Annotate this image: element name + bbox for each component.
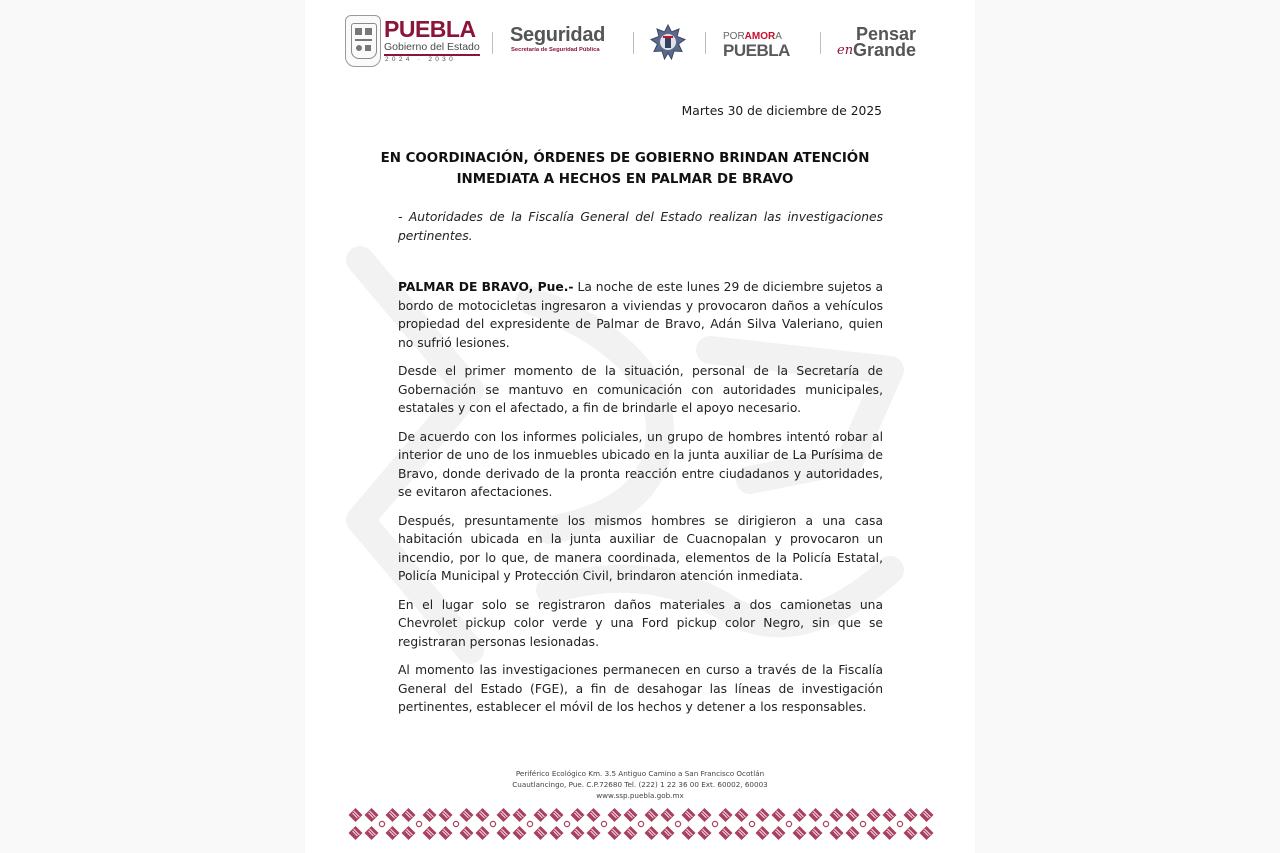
paragraph: Desde el primer momento de la situación, personal de la Secretaría de Gobernación se mantuvo en comunicación con autoridades municipales, estatales y con el afectado, a fin de brindarle el apoyo necesario.: [398, 364, 883, 415]
decorative-border-pattern: [345, 805, 937, 843]
ring-shape: [749, 821, 754, 826]
letterhead: [305, 0, 975, 80]
document-date: Martes 30 de diciembre de 2025: [681, 104, 882, 118]
ring-shape: [416, 821, 421, 826]
diamond-shape: [809, 826, 823, 840]
ring-shape: [527, 821, 532, 826]
diamond-shape: [772, 826, 786, 840]
diamond-shape: [571, 808, 585, 822]
ring-shape: [712, 821, 717, 826]
diamond-shape: [423, 808, 437, 822]
address-line-2: Cuautlancingo, Pue. C.P.72680 Tel. (222) 1 22 36 00 Ext. 60002, 60003: [512, 780, 768, 789]
border-motif-icon: [460, 808, 490, 840]
diamond-shape: [719, 826, 733, 840]
diamond-shape: [830, 808, 844, 822]
diamond-shape: [846, 826, 860, 840]
ring-shape: [638, 821, 643, 826]
diamond-shape: [402, 826, 416, 840]
address-line-1: Periférico Ecológico Km. 3.5 Antiguo Camino a San Francisco Ocotlán: [515, 769, 765, 778]
state-coat-of-arms-icon: [345, 15, 381, 67]
diamond-shape: [883, 826, 897, 840]
por-amor-suffix: A: [775, 31, 782, 42]
diamond-shape: [661, 808, 675, 822]
pensar-logo-script: en: [837, 43, 854, 58]
diamond-shape: [719, 808, 733, 822]
diamond-shape: [867, 826, 881, 840]
diamond-shape: [365, 808, 379, 822]
por-amor-logo-main: PUEBLA: [723, 41, 790, 60]
diamond-shape: [904, 826, 918, 840]
ring-shape: [897, 821, 902, 826]
document-body: [398, 278, 883, 727]
paragraph: De acuerdo con los informes policiales, un grupo de hombres intentó robar al interior de uno de los inmuebles ubicado en la junta auxiliar de La Purísima de Bravo, donde derivado de la pronta reacción entre ciudadanos y autoridades, se evitaron afectaciones.: [398, 429, 883, 499]
diamond-shape: [793, 826, 807, 840]
border-motif-icon: [497, 808, 527, 840]
diamond-shape: [920, 826, 934, 840]
border-motif-icon: [867, 808, 897, 840]
paragraph-text: La noche de este lunes 29 de diciembre sujetos a bordo de motocicletas ingresaron a viviendas y provocaron daños a vehículos propiedad del expresidente de Palmar de Bravo, Adán Silva Valeriano, quien no sufrió lesiones.: [398, 280, 883, 350]
border-motif-icon: [830, 808, 860, 840]
diamond-shape: [661, 826, 675, 840]
logo-divider: [492, 32, 493, 54]
diamond-shape: [550, 808, 564, 822]
border-motif-icon: [608, 808, 638, 840]
diamond-shape: [645, 808, 659, 822]
diamond-shape: [883, 808, 897, 822]
diamond-shape: [571, 826, 585, 840]
diamond-shape: [867, 808, 881, 822]
diamond-shape: [534, 808, 548, 822]
ring-shape: [823, 821, 828, 826]
diamond-shape: [682, 808, 696, 822]
logo-divider: [705, 32, 706, 54]
puebla-logo-subtitle: Gobierno del Estado: [384, 41, 480, 56]
diamond-shape: [349, 826, 363, 840]
seguridad-logo-title: Seguridad: [510, 24, 606, 46]
border-motif-icon: [904, 808, 934, 840]
paragraph: En el lugar solo se registraron daños materiales a dos camionetas una Chevrolet pickup color verde y una Ford pickup color Negro, sin que se registraran personas lesionadas.: [398, 597, 883, 649]
diamond-shape: [608, 808, 622, 822]
paragraph: Al momento las investigaciones permanecen en curso a través de la Fiscalía General del Estado (FGE), a fin de desahogar las líneas de investigación pertinentes, establecer el móvil de los hechos y detener a los responsables.: [398, 663, 883, 714]
diamond-shape: [846, 808, 860, 822]
diamond-shape: [365, 826, 379, 840]
footer-website: www.ssp.puebla.gob.mx: [596, 791, 684, 800]
border-motif-icon: [756, 808, 786, 840]
por-amor-prefix: POR: [723, 31, 745, 42]
diamond-shape: [497, 826, 511, 840]
paragraph: Después, presuntamente los mismos hombres se dirigieron a una casa habitación ubicada en la junta auxiliar de Cuacnopalan y provocaron un incendio, por lo que, de manera coordinada, elementos de la Policía Estatal, Policía Municipal y Protección Civil, brindaron atención inmediata.: [398, 513, 883, 583]
diamond-shape: [497, 808, 511, 822]
border-motif-icon: [534, 808, 564, 840]
diamond-shape: [439, 808, 453, 822]
diamond-shape: [608, 826, 622, 840]
diamond-shape: [423, 826, 437, 840]
diamond-shape: [772, 808, 786, 822]
logo-divider: [820, 32, 821, 54]
border-motif-icon: [793, 808, 823, 840]
ring-shape: [675, 821, 680, 826]
diamond-shape: [920, 808, 934, 822]
diamond-shape: [460, 808, 474, 822]
diamond-shape: [587, 826, 601, 840]
diamond-shape: [386, 808, 400, 822]
por-amor-highlight: AMOR: [744, 31, 776, 42]
diamond-shape: [809, 808, 823, 822]
police-star-badge-icon: [650, 24, 686, 60]
diamond-shape: [460, 826, 474, 840]
border-motif-icon: [423, 808, 453, 840]
pensar-logo-bottom: Grande: [853, 40, 917, 60]
border-motif-icon: [645, 808, 675, 840]
border-motif-icon: [571, 808, 601, 840]
diamond-shape: [904, 808, 918, 822]
border-motif-icon: [349, 808, 379, 840]
diamond-shape: [645, 826, 659, 840]
diamond-shape: [550, 826, 564, 840]
diamond-shape: [682, 826, 696, 840]
border-motif-icon: [386, 808, 416, 840]
diamond-shape: [756, 808, 770, 822]
diamond-shape: [830, 826, 844, 840]
seguridad-logo-subtitle: Secretaría de Seguridad Pública: [511, 47, 600, 53]
diamond-shape: [476, 808, 490, 822]
ring-shape: [490, 821, 495, 826]
diamond-shape: [534, 826, 548, 840]
diamond-shape: [698, 826, 712, 840]
ring-shape: [453, 821, 458, 826]
border-motif-icon: [719, 808, 749, 840]
diamond-shape: [402, 808, 416, 822]
diamond-shape: [735, 808, 749, 822]
document-title: [365, 148, 885, 190]
ring-shape: [601, 821, 606, 826]
title-line-1: EN COORDINACIÓN, ÓRDENES DE GOBIERNO BRINDAN ATENCIÓN: [380, 151, 870, 166]
ring-shape: [564, 821, 569, 826]
diamond-shape: [587, 808, 601, 822]
diamond-shape: [698, 808, 712, 822]
diamond-shape: [476, 826, 490, 840]
border-motif-icon: [682, 808, 712, 840]
diamond-shape: [513, 808, 527, 822]
diamond-shape: [624, 808, 638, 822]
diamond-shape: [349, 808, 363, 822]
ring-shape: [379, 821, 384, 826]
diamond-shape: [756, 826, 770, 840]
puebla-logo-title: PUEBLA: [384, 16, 476, 42]
ring-shape: [786, 821, 791, 826]
paragraph: [398, 278, 883, 352]
diamond-shape: [386, 826, 400, 840]
diamond-shape: [624, 826, 638, 840]
diamond-shape: [439, 826, 453, 840]
document-page: [305, 0, 975, 853]
footer-address: [305, 768, 975, 801]
ring-shape: [860, 821, 865, 826]
title-line-2: INMEDIATA A HECHOS EN PALMAR DE BRAVO: [456, 172, 794, 187]
logo-divider: [633, 32, 634, 54]
dateline: PALMAR DE BRAVO, Pue.-: [398, 280, 574, 294]
pensar-logo-top: Pensar: [856, 24, 917, 44]
puebla-logo-years: 2024 · 2030: [385, 56, 456, 63]
diamond-shape: [735, 826, 749, 840]
diamond-shape: [513, 826, 527, 840]
document-subhead: - Autoridades de la Fiscalía General del Estado realizan las investigaciones pertinentes.: [398, 210, 883, 243]
diamond-shape: [793, 808, 807, 822]
